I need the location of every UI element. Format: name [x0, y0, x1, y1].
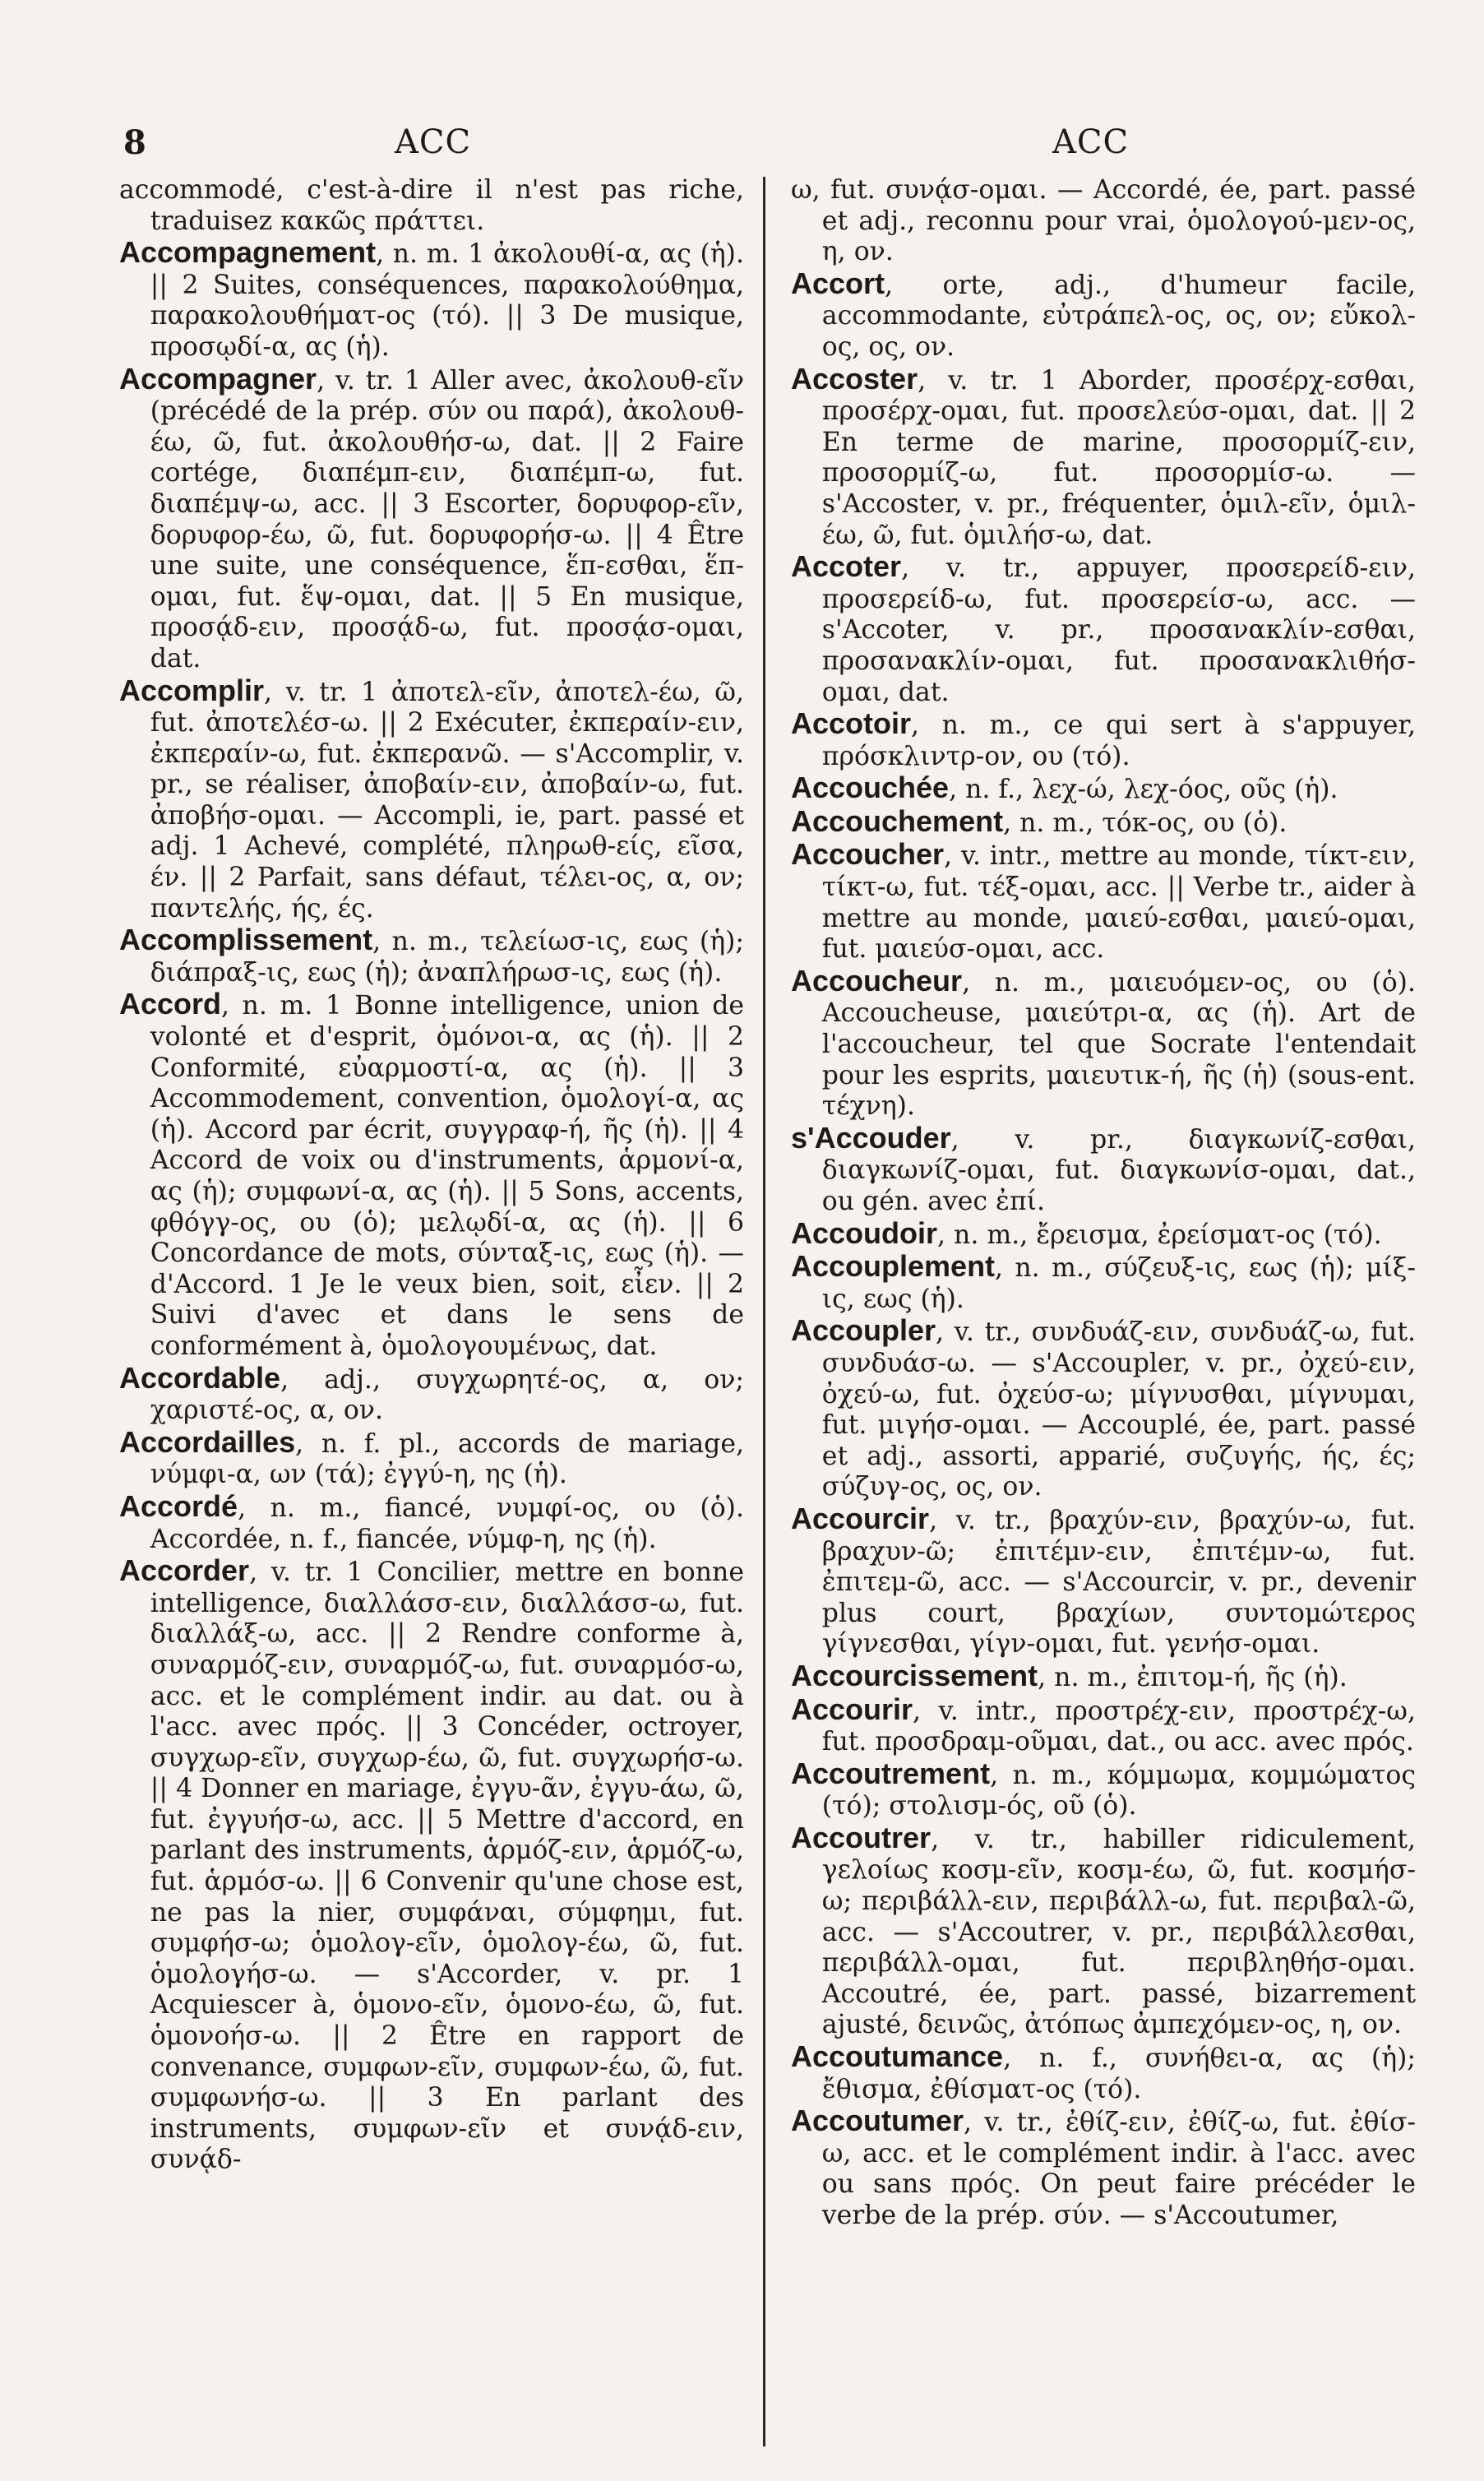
- dictionary-entry: [119, 1555, 744, 2176]
- left-column: [119, 173, 744, 2176]
- entry-headword: Accoucheur: [791, 963, 963, 997]
- entry-definition: , v. intr., mettre au monde, τίκτ-ειν, τίκτ-ω, fut. τέξ-ομαι, acc. || Verbe tr., aider à mettre au monde, μαιεύ-εσθαι, μαιεύ-ομαι, fut. μαιεύσ-ομαι, acc.: [821, 841, 1416, 965]
- entry-definition: , v. tr. 1 Concilier, mettre en bonne intelligence, διαλλάσσ-ειν, διαλλάσσ-ω, fut. διαλλάξ-ω, acc. || 2 Rendre conforme à, συναρμόζ-ειν, συναρμόζ-ω, fut. συναρμόσ-ω, acc. et le complément indir. au dat. ou à l'acc. avec πρός. || 3 Concéder, octroyer, συγχωρ-εῖν, συγχωρ-έω, ῶ, fut. συγχωρήσ-ω. || 4 Donner en mariage, ἐγγυ-ᾶν, ἐγγυ-άω, ῶ, fut. ἐγγυήσ-ω, acc. || 5 Mettre d'accord, en parlant des instruments, ἁρμόζ-ειν, ἁρμόζ-ω, fut. ἁρμόσ-ω. || 6 Convenir qu'une chose est, ne pas la nier, συμφάναι, σύμφημι, fut. συμφήσ-ω; ὁμολογ-εῖν, ὁμολογ-έω, ῶ, fut. ὁμολογήσ-ω. — s'Accorder, v. pr. 1 Acquiescer à, ὁμονο-εῖν, ὁμονο-έω, ῶ, fut. ὁμονοήσ-ω. || 2 Être en rapport de convenance, συμφων-εῖν, συμφων-έω, ῶ, fut. συμφωνήσ-ω. || 3 En parlant des instruments, συμφων-εῖν et συνᾴδ-ειν, συνᾴδ-: [150, 1558, 744, 2175]
- entry-definition: accommodé, c'est-à-dire il n'est pas riche, traduisez κακῶς πράττει.: [119, 175, 744, 236]
- entry-headword: Accoutumance: [791, 2039, 1004, 2074]
- dictionary-entry: [791, 965, 1416, 1122]
- entry-headword: Accoutrer: [791, 1820, 932, 1854]
- entry-headword: Accouchement: [791, 803, 1004, 838]
- entry-headword: s'Accouder: [791, 1120, 951, 1155]
- entry-headword: Accoster: [791, 361, 918, 396]
- entry-definition: , adj., συγχωρητέ-ος, α, ον; χαριστέ-ος, α, ον.: [150, 1364, 744, 1426]
- entry-definition: , n. m., κόμμωμα, κομμώματος (τό); στολισμ-ός, οῦ (ὁ).: [821, 1760, 1416, 1821]
- entry-definition: , v. tr. 1 ἀποτελ-εῖν, ἀποτελ-έω, ῶ, fut. ἀποτελέσ-ω. || 2 Exécuter, ἐκπεραίν-ειν, ἐκπεραίν-ω, fut. ἐκπερανῶ. — s'Accomplir, v. pr., se réaliser, ἀποβαίν-ειν, ἀποβαίν-ω, fut. ἀποβήσ-ομαι. — Accompli, ie, part. passé et adj. 1 Achevé, complété, πληρωθ-είς, εῖσα, έν. || 2 Parfait, sans défaut, τέλει-ος, α, ον; παντελής, ής, ές.: [150, 677, 744, 923]
- right-column: [791, 173, 1416, 2232]
- entry-headword: Accourcir: [791, 1501, 930, 1535]
- entry-headword: Accordable: [119, 1360, 281, 1395]
- entry-headword: Accourir: [791, 1692, 913, 1726]
- dictionary-entry: [791, 803, 1416, 840]
- entry-headword: Accompagnement: [119, 235, 377, 270]
- dictionary-entry: [119, 1360, 744, 1427]
- entry-headword: Accoutrement: [791, 1756, 991, 1790]
- entry-headword: Accordailles: [119, 1424, 296, 1459]
- dictionary-entry: [791, 173, 1416, 268]
- entry-headword: Accorder: [119, 1553, 250, 1588]
- entry-headword: Accoutumer: [791, 2104, 964, 2138]
- column-divider: [763, 177, 765, 2446]
- dictionary-entry: [119, 237, 744, 363]
- entry-headword: Accouchée: [791, 771, 950, 805]
- dictionary-entry: [791, 1660, 1416, 1694]
- dictionary-entry: [119, 924, 744, 988]
- entry-definition: , n. m., ce qui sert à s'appuyer, πρόσκλιντρ-ον, ου (τό).: [821, 711, 1416, 771]
- entry-definition: , n. f., συνήθει-α, ας (ἡ); ἔθισμα, ἐθίσματ-ος (τό).: [821, 2044, 1416, 2104]
- entry-headword: Accord: [119, 987, 222, 1021]
- entry-definition: , n. f., λεχ-ώ, λεχ-όος, οῦς (ἡ).: [949, 775, 1338, 805]
- dictionary-entry: [119, 1488, 744, 1555]
- dictionary-entry: [791, 1315, 1416, 1503]
- dictionary-entry: [791, 551, 1416, 708]
- dictionary-entry: [119, 363, 744, 675]
- entry-definition: , v. tr. 1 Aller avec, ἀκολουθ-εῖν (précédé de la prép. σύν ou παρά), ἀκολουθ-έω, ῶ, fut. ἀκολουθήσ-ω, dat. || 2 Faire cortége, διαπέμπ-ειν, διαπέμπ-ω, fut. διαπέμψ-ω, acc. || 3 Escorter, δορυφορ-εῖν, δορυφορ-έω, ῶ, fut. δορυφορήσ-ω. || 4 Être une suite, une conséquence, ἕπ-εσθαι, ἕπ-ομαι, fut. ἕψ-ομαι, dat. || 5 En musique, προσᾴδ-ειν, προσᾴδ-ω, fut. προσᾴσ-ομαι, dat.: [150, 365, 744, 673]
- dictionary-entry: [791, 268, 1416, 363]
- dictionary-entry: [119, 675, 744, 925]
- dictionary-entry: [791, 363, 1416, 552]
- dictionary-entry: [791, 1758, 1416, 1822]
- dictionary-entry: [791, 1822, 1416, 2041]
- dictionary-entry: [791, 2105, 1416, 2231]
- dictionary-entry: [791, 1694, 1416, 1758]
- dictionary-entry: [791, 2041, 1416, 2105]
- entry-definition: , n. m., ἔρεισμα, ἐρείσματ-ος (τό).: [937, 1220, 1382, 1250]
- dictionary-entry: [119, 173, 744, 237]
- entry-headword: Accomplissement: [119, 923, 373, 957]
- running-head-right: ACC: [1052, 123, 1130, 161]
- entry-definition: , orte, adj., d'humeur facile, accommodante, εὐτράπελ-ος, ος, ον; εὔκολ-ος, ος, ον.: [821, 270, 1416, 362]
- entry-headword: Accort: [791, 266, 885, 300]
- dictionary-entry: [119, 1424, 744, 1491]
- entry-definition: , n. m. 1 ἀκολουθί-α, ας (ἡ). || 2 Suites, conséquences, παρακολούθημα, παρακολουθήματ-ος (τό). || 3 De musique, προσῳδί-α, ας (ἡ).: [150, 239, 744, 362]
- entry-definition: , v. tr., συνδυάζ-ειν, συνδυάζ-ω, fut. συνδυάσ-ω. — s'Accoupler, v. pr., ὀχεύ-ειν, ὀχεύ-ω, fut. ὀχεύσ-ω; μίγνυσθαι, μίγνυμαι, fut. μιγήσ-ομαι. — Accouplé, ée, part. passé et adj., assorti, apparié, συζυγής, ής, ές; σύζυγ-ος, ος, ον.: [821, 1317, 1416, 1502]
- entry-headword: Accordé: [119, 1488, 238, 1523]
- dictionary-entry: [791, 1503, 1416, 1660]
- entry-definition: , v. tr., habiller ridiculement, γελοίως κοσμ-εῖν, κοσμ-έω, ῶ, fut. κοσμήσ-ω; περιβάλλ-ειν, περιβάλλ-ω, fut. περιβαλ-ῶ, acc. — s'Accoutrer, v. pr., περιβάλλεσθαι, περιβάλλ-ομαι, fut. περιβληθήσ-ομαι. Accoutré, ée, part. passé, bizarrement ajusté, δεινῶς, ἀτόπως ἀμπεχόμεν-ος, η, ον.: [821, 1824, 1416, 2040]
- entry-headword: Accomplir: [119, 673, 265, 707]
- entry-definition: , n. m., μαιευόμεν-ος, ου (ὁ). Accoucheuse, μαιεύτρι-α, ας (ἡ). Art de l'accoucheur, tel que Socrate l'entendait pour les esprits, μαιευτικ-ή, ῆς (ἡ) (sous-ent. τέχνη).: [821, 967, 1416, 1122]
- entry-definition: , n. m. 1 Bonne intelligence, union de volonté et d'esprit, ὁμόνοι-α, ας (ἡ). || 2 Conformité, εὐαρμοστί-α, ας (ἡ). || 3 Accommodement, convention, ὁμολογί-α, ας (ἡ). Accord par écrit, συγγραφ-ή, ῆς (ἡ). || 4 Accord de voix ou d'instruments, ἁρμονί-α, ας (ἡ); συμφωνί-α, ας (ἡ). || 5 Sons, accents, φθόγγ-ος, ου (ὁ); μελῳδί-α, ας (ἡ). || 6 Concordance de mots, σύνταξ-ις, εως (ἡ). —d'Accord. 1 Je le veux bien, soit, εἶεν. || 2 Suivi d'avec et dans le sens de conformément à, ὁμολογουμένως, dat.: [150, 991, 744, 1361]
- dictionary-entry: [791, 1251, 1416, 1315]
- entry-definition: , v. tr., appuyer, προσερείδ-ειν, προσερείδ-ω, fut. προσερείσ-ω, acc. — s'Accoter, v. pr., προσανακλίν-εσθαι, προσανακλίν-ομαι, fut. προσανακλιθήσ-ομαι, dat.: [821, 553, 1416, 707]
- entry-headword: Accotoir: [791, 706, 912, 741]
- entry-definition: ω, fut. συνᾴσ-ομαι. — Accordé, ée, part. passé et adj., reconnu pour vrai, ὁμολογού-μεν-ος, η, ον.: [791, 175, 1416, 267]
- dictionary-entry: [791, 1122, 1416, 1218]
- dictionary-entry: [791, 708, 1416, 772]
- entry-headword: Accourcissement: [791, 1658, 1038, 1692]
- entry-definition: , n. f. pl., accords de mariage, νύμφι-α, ων (τά); ἐγγύ-η, ης (ἡ).: [150, 1428, 744, 1490]
- entry-headword: Accoupler: [791, 1313, 936, 1348]
- entry-definition: , n. m., ἐπιτομ-ή, ῆς (ἡ).: [1038, 1662, 1348, 1692]
- entry-headword: Accoter: [791, 549, 902, 584]
- entry-headword: Accoucher: [791, 837, 945, 872]
- entry-definition: , n. m., τόκ-ος, ου (ὁ).: [1003, 808, 1288, 838]
- entry-definition: , n. m., σύζευξ-ις, εως (ἡ); μίξ-ις, εως (ἡ).: [821, 1253, 1416, 1314]
- entry-definition: , n. m., τελείωσ-ις, εως (ἡ); διάπραξ-ις, εως (ἡ); ἀναπλήρωσ-ις, εως (ἡ).: [150, 927, 744, 988]
- entry-definition: , v. tr., βραχύν-ειν, βραχύν-ω, fut. βραχυν-ῶ; ἐπιτέμν-ειν, ἐπιτέμν-ω, fut. ἐπιτεμ-ῶ, acc. — s'Accourcir, v. pr., devenir plus court, βραχίων, συντομώτερος γίγνεσθαι, γίγν-ομαι, fut. γενήσ-ομαι.: [821, 1505, 1416, 1659]
- dictionary-entry: [791, 1215, 1416, 1252]
- entry-definition: , v. pr., διαγκωνίζ-εσθαι, διαγκωνίζ-ομαι, fut. διαγκωνίσ-ομαι, dat., ou gén. avec ἐπί.: [821, 1124, 1416, 1216]
- dictionary-entry: [791, 772, 1416, 806]
- page-number: 8: [123, 123, 146, 162]
- entry-headword: Accompagner: [119, 361, 317, 396]
- dictionary-entry: [791, 839, 1416, 965]
- running-head-left: ACC: [395, 123, 472, 161]
- entry-definition: , v. tr., ἐθίζ-ειν, ἐθίζ-ω, fut. ἐθίσ-ω, acc. et le complément indir. à l'acc. avec ou sans πρός. On peut faire précéder le verbe de la prép. σύν. — s'Accoutumer,: [821, 2108, 1416, 2230]
- dictionary-entry: [119, 988, 744, 1362]
- entry-definition: , n. m., fiancé, νυμφί-ος, ου (ὁ). Accordée, n. f., fiancée, νύμφ-η, ης (ἡ).: [150, 1493, 744, 1554]
- entry-definition: , v. tr. 1 Aborder, προσέρχ-εσθαι, προσέρχ-ομαι, fut. προσελεύσ-ομαι, dat. || 2 En terme de marine, προσορμίζ-ειν, προσορμίζ-ω, fut. προσορμίσ-ω. — s'Accoster, v. pr., fréquenter, ὁμιλ-εῖν, ὁμιλ-έω, ῶ, fut. ὁμιλήσ-ω, dat.: [821, 365, 1416, 550]
- entry-headword: Accouplement: [791, 1249, 996, 1284]
- entry-headword: Accoudoir: [791, 1215, 938, 1250]
- entry-definition: , v. intr., προστρέχ-ειν, προστρέχ-ω, fut. προσδραμ-οῦμαι, dat., ou acc. avec πρός.: [821, 1696, 1416, 1757]
